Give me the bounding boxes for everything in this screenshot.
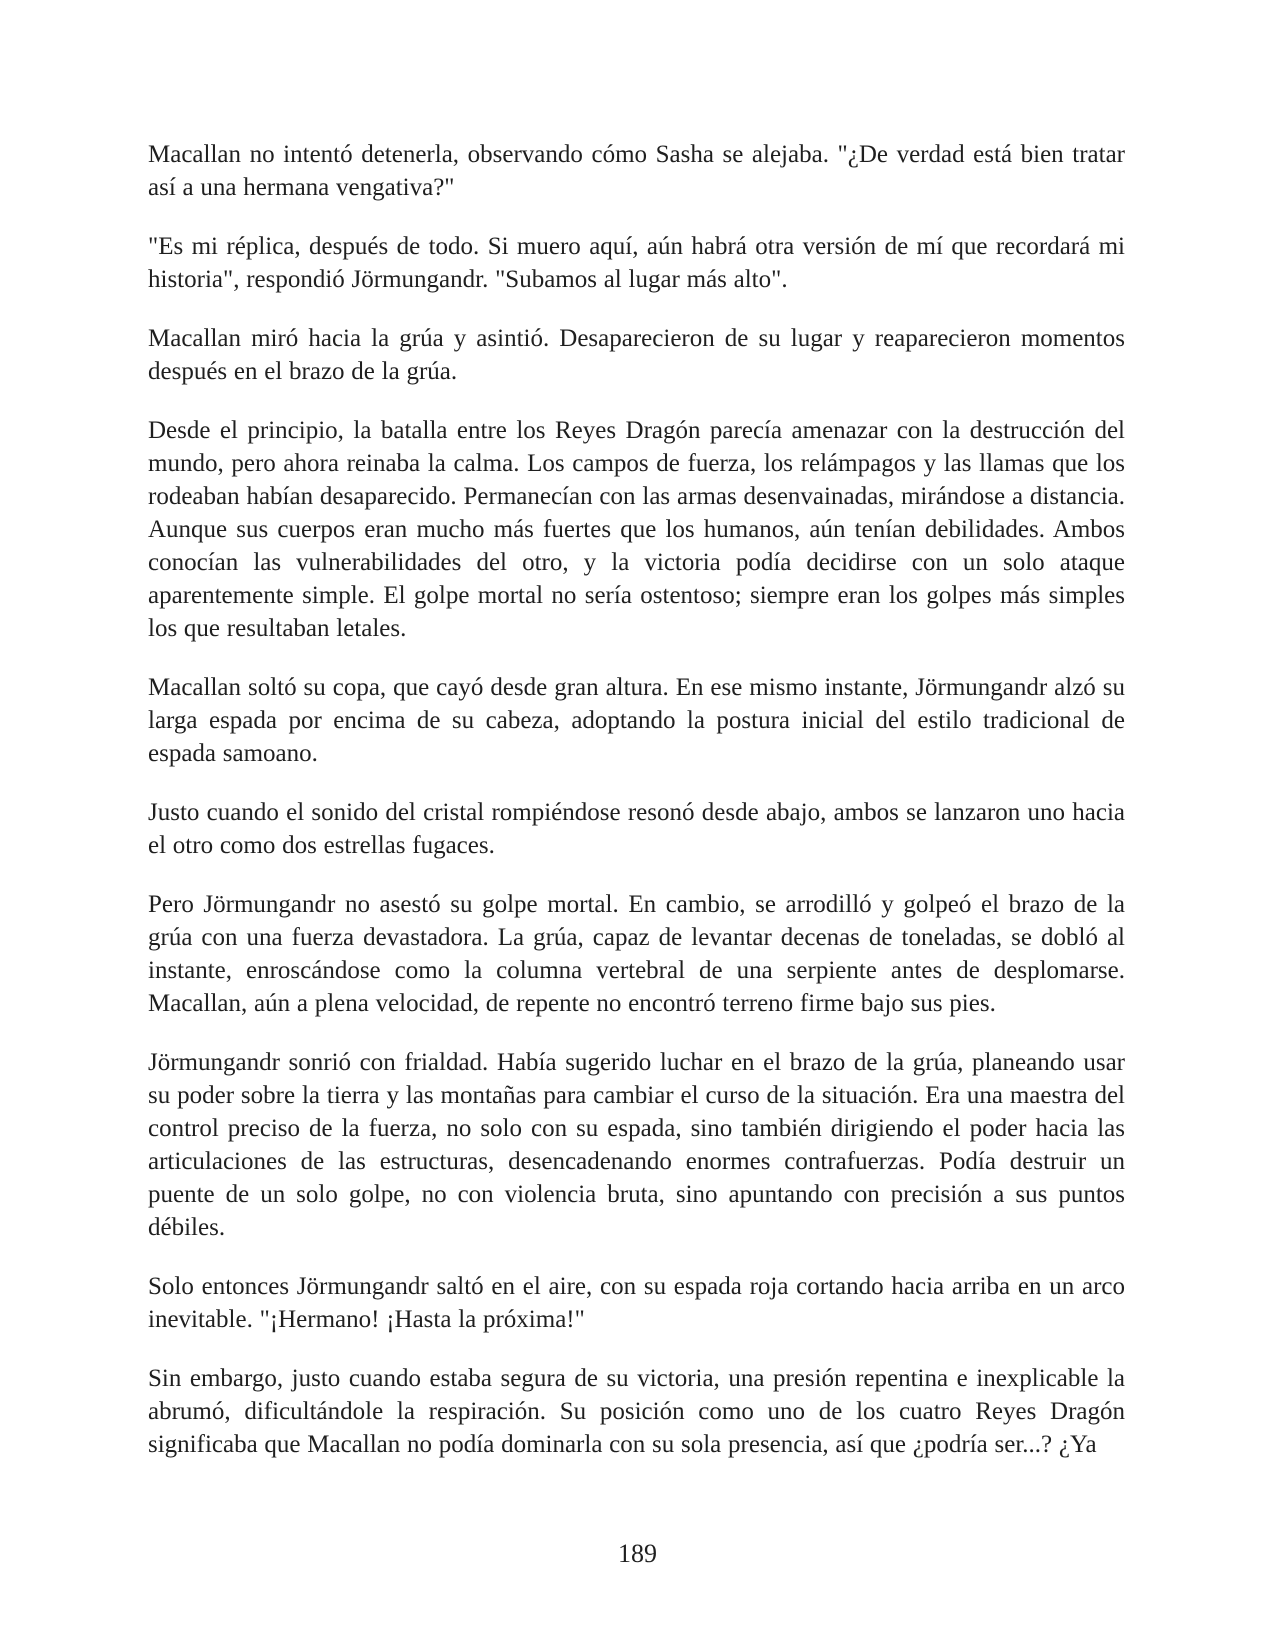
paragraph: Macallan miró hacia la grúa y asintió. Desaparecieron de su lugar y reaparecieron momentos después en el brazo de la grúa. bbox=[148, 325, 1125, 385]
paragraph: Desde el principio, la batalla entre los Reyes Dragón parecía amenazar con la destrucción del mundo, pero ahora reinaba la calma. Los campos de fuerza, los relámpagos y las llamas que los rodeaban habían desaparecido. Permanecían con las armas desenvainadas, mirándose a distancia. Aunque sus cuerpos eran mucho más fuertes que los humanos, aún tenían debilidades. Ambos conocían las vulnerabilidades del otro, y la victoria podía decidirse con un solo ataque aparentemente simple. El golpe mortal no sería ostentoso; siempre eran los golpes más simples los que resultaban letales. bbox=[148, 417, 1125, 642]
page-number: 189 bbox=[618, 1539, 657, 1568]
paragraph: Pero Jörmungandr no asestó su golpe mortal. En cambio, se arrodilló y golpeó el brazo de la grúa con una fuerza devastadora. La grúa, capaz de levantar decenas de toneladas, se dobló al instante, enroscándose como la columna vertebral de una serpiente antes de desplomarse. Macallan, aún a plena velocidad, de repente no encontró terreno firme bajo sus pies. bbox=[148, 891, 1125, 1017]
paragraph: Sin embargo, justo cuando estaba segura de su victoria, una presión repentina e inexplicable la abrumó, dificultándole la respiración. Su posición como uno de los cuatro Reyes Dragón significaba que Macallan no podía dominarla con su sola presencia, así que ¿podría ser...? ¿Ya bbox=[148, 1365, 1125, 1458]
paragraph: Jörmungandr sonrió con frialdad. Había sugerido luchar en el brazo de la grúa, planeando usar su poder sobre la tierra y las montañas para cambiar el curso de la situación. Era una maestra del control preciso de la fuerza, no solo con su espada, sino también dirigiendo el poder hacia las articulaciones de las estructuras, desencadenando enormes contrafuerzas. Podía destruir un puente de un solo golpe, no con violencia bruta, sino apuntando con precisión a sus puntos débiles. bbox=[148, 1049, 1125, 1241]
page-body-text bbox=[148, 138, 1125, 1461]
paragraph: "Es mi réplica, después de todo. Si muero aquí, aún habrá otra versión de mí que recordará mi historia", respondió Jörmungandr. "Subamos al lugar más alto". bbox=[148, 233, 1125, 293]
paragraph: Macallan no intentó detenerla, observando cómo Sasha se alejaba. "¿De verdad está bien tratar así a una hermana vengativa?" bbox=[148, 141, 1125, 201]
paragraph: Solo entonces Jörmungandr saltó en el aire, con su espada roja cortando hacia arriba en un arco inevitable. "¡Hermano! ¡Hasta la próxima!" bbox=[148, 1273, 1125, 1333]
paragraph: Justo cuando el sonido del cristal rompiéndose resonó desde abajo, ambos se lanzaron uno hacia el otro como dos estrellas fugaces. bbox=[148, 799, 1125, 859]
paragraph: Macallan soltó su copa, que cayó desde gran altura. En ese mismo instante, Jörmungandr alzó su larga espada por encima de su cabeza, adoptando la postura inicial del estilo tradicional de espada samoano. bbox=[148, 674, 1125, 767]
